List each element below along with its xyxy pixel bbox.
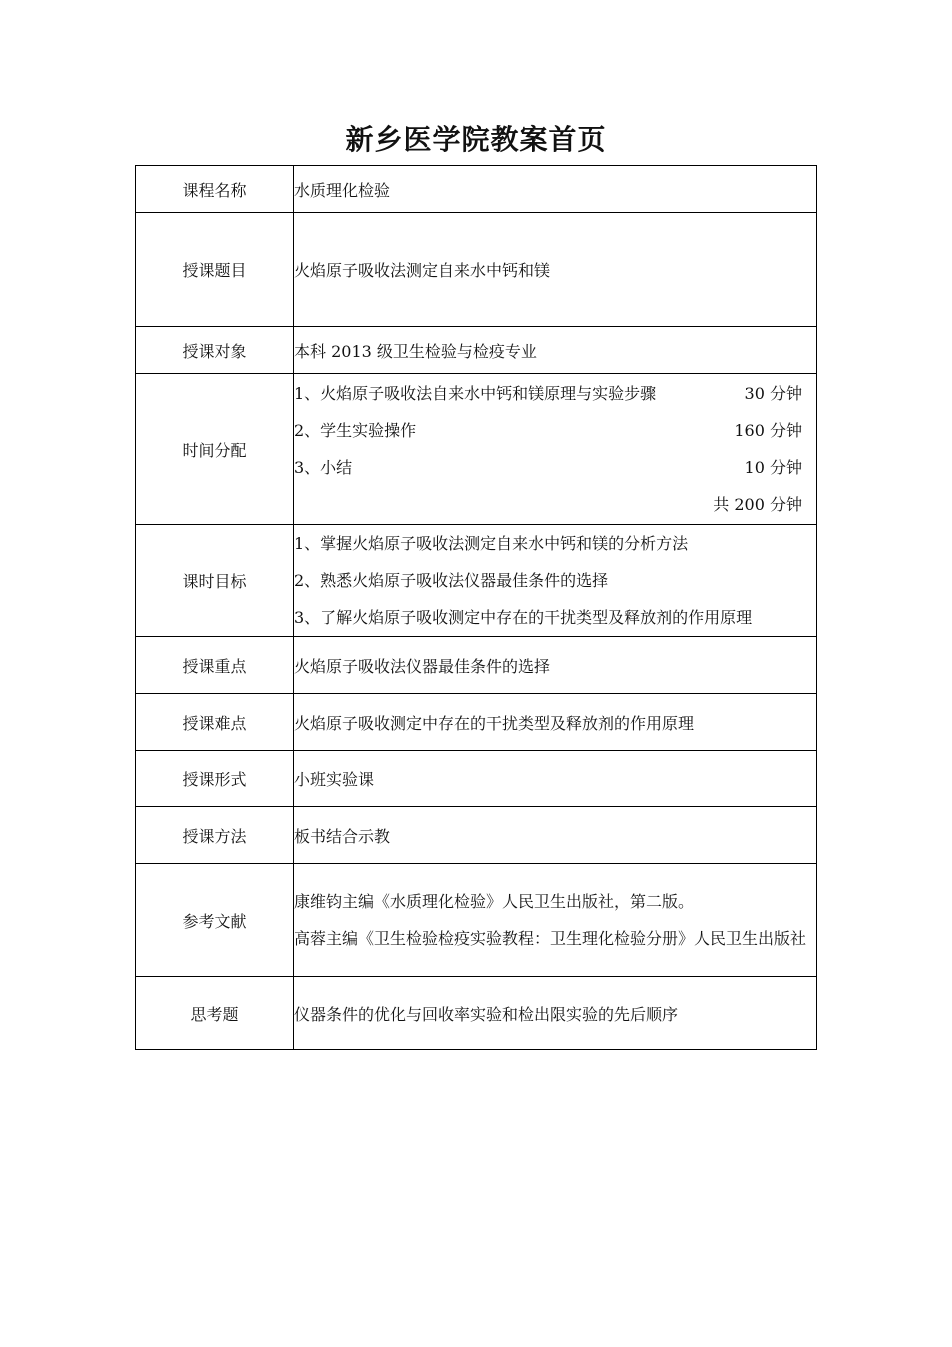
time-item-text: 3、小结 (294, 458, 353, 477)
table-row (136, 807, 817, 864)
time-allocation-label: 时间分配 (136, 374, 294, 525)
topic-value: 火焰原子吸收法测定自来水中钙和镁 (294, 213, 817, 327)
table-row (136, 525, 817, 637)
key-points-value: 火焰原子吸收法仪器最佳条件的选择 (294, 637, 817, 694)
audience-value: 本科 2013 级卫生检验与检疫专业 (294, 327, 817, 374)
time-allocation-cell (294, 374, 817, 525)
time-item (294, 375, 816, 412)
table-row (136, 166, 817, 213)
form-label: 授课形式 (136, 751, 294, 807)
time-total: 共 200 分钟 (713, 495, 802, 514)
questions-label: 思考题 (136, 977, 294, 1050)
method-value: 板书结合示教 (294, 807, 817, 864)
table-row (136, 637, 817, 694)
objectives-label: 课时目标 (136, 525, 294, 637)
key-points-label: 授课重点 (136, 637, 294, 694)
table-row (136, 694, 817, 751)
time-item-text: 2、学生实验操作 (294, 421, 417, 440)
reference-item: 高蓉主编《卫生检验检疫实验教程：卫生理化检验分册》人民卫生出版社 (294, 929, 807, 948)
time-item-text: 1、火焰原子吸收法自来水中钙和镁原理与实验步骤 (294, 384, 657, 403)
table-row (136, 751, 817, 807)
reference-item: 康维钧主编《水质理化检验》人民卫生出版社，第二版。 (294, 892, 695, 911)
time-total-line (294, 486, 816, 523)
audience-label: 授课对象 (136, 327, 294, 374)
time-item-duration: 160 分钟 (734, 421, 802, 440)
course-name-value: 水质理化检验 (294, 166, 817, 213)
method-label: 授课方法 (136, 807, 294, 864)
table-row (136, 327, 817, 374)
time-item-duration: 30 分钟 (744, 384, 802, 403)
references-cell (294, 864, 817, 977)
time-item (294, 412, 816, 449)
time-item-duration: 10 分钟 (744, 458, 802, 477)
table-row (136, 213, 817, 327)
objectives-cell (294, 525, 817, 637)
difficulties-label: 授课难点 (136, 694, 294, 751)
page-title: 新乡医学院教案首页 (345, 123, 607, 156)
difficulties-value: 火焰原子吸收测定中存在的干扰类型及释放剂的作用原理 (294, 694, 817, 751)
form-value: 小班实验课 (294, 751, 817, 807)
table-row (136, 977, 817, 1050)
table-row (136, 864, 817, 977)
questions-value: 仪器条件的优化与回收率实验和检出限实验的先后顺序 (294, 977, 817, 1050)
course-name-label: 课程名称 (136, 166, 294, 213)
objective-item: 1、掌握火焰原子吸收法测定自来水中钙和镁的分析方法 (294, 534, 689, 553)
lesson-plan-table (135, 165, 817, 1050)
topic-label: 授课题目 (136, 213, 294, 327)
table-row (136, 374, 817, 525)
time-item (294, 449, 816, 486)
objective-item: 3、了解火焰原子吸收测定中存在的干扰类型及释放剂的作用原理 (294, 608, 753, 627)
references-label: 参考文献 (136, 864, 294, 977)
objective-item: 2、熟悉火焰原子吸收法仪器最佳条件的选择 (294, 571, 609, 590)
